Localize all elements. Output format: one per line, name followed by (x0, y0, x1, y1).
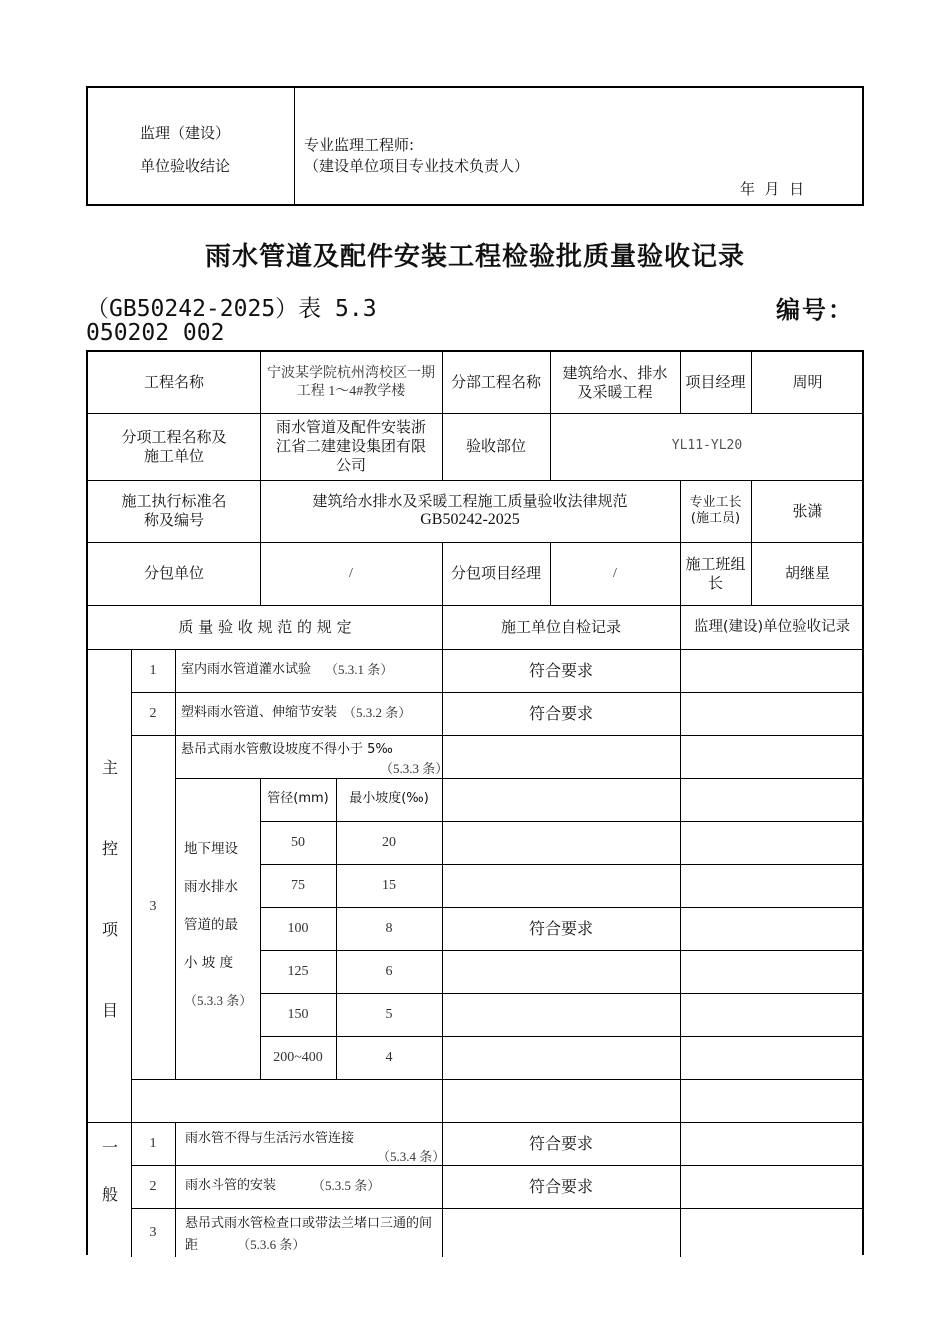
general-item-2-result: 符合要求 (528, 1176, 593, 1196)
sub-pm-label: 分包项目经理 (450, 564, 541, 583)
diameter-cell: 125 (287, 963, 309, 979)
main-item-1-result: 符合要求 (528, 660, 593, 680)
main-control-label-2: 控 (102, 839, 119, 858)
diameter-cell: 75 (291, 877, 305, 893)
diameter-cell: 100 (287, 920, 309, 936)
slope-cell: 4 (385, 1049, 393, 1065)
diameter-header: 管径(mm) (267, 791, 329, 807)
pm-value: 周明 (792, 373, 823, 392)
main-item-3-no: 3 (149, 899, 157, 915)
sub-pm-value: / (613, 565, 617, 581)
foreman-label: 专业工长(施工员) (689, 494, 742, 526)
main-control-label-1: 主 (102, 758, 119, 777)
slope-sub-label: 地下埋设 雨水排水 管道的最 小 坡 度 （5.3.3 条） (184, 841, 253, 1008)
general-item-1-result: 符合要求 (528, 1133, 593, 1153)
standard-code-value: GB50242-2025 (420, 511, 520, 529)
general-label-2: 般 (102, 1185, 119, 1204)
subdivision-value: 建筑给水、排水及采暖工程 (562, 363, 668, 401)
team-value: 胡继星 (784, 564, 830, 583)
slope-header: 最小坡度(‰) (349, 791, 429, 807)
team-label: 施工班组长 (685, 554, 746, 592)
diameter-cell: 150 (287, 1006, 309, 1022)
self-check-column-header: 施工单位自检记录 (500, 617, 621, 636)
standard-value (260, 480, 680, 542)
main-item-2-result: 符合要求 (528, 703, 593, 723)
subitem-value: 雨水管道及配件安装浙江省二建建设集团有限公司 (275, 418, 426, 474)
project-name-value: 宁波某学院杭州湾校区一期工程 1～4#教学楼 (267, 366, 435, 399)
date-label: 年 月 日 (740, 180, 805, 198)
main-item-3-result: 符合要求 (528, 918, 593, 938)
spec-column-header: 质 量 验 收 规 范 的 规 定 (178, 617, 352, 636)
engineer-label: 专业监理工程师: (304, 136, 415, 154)
page-title: 雨水管道及配件安装工程检验批质量验收记录 (204, 242, 745, 272)
document-number: 050202 002 (86, 320, 225, 346)
main-item-1-no: 1 (149, 662, 157, 678)
owner-label: （建设单位项目专业技术负责人） (304, 157, 530, 175)
conclusion-label-line1: 监理（建设） (140, 124, 231, 142)
general-item-2-text: 雨水斗管的安装 （5.3.5 条） (185, 1178, 381, 1194)
slope-cell: 5 (385, 1006, 393, 1022)
general-item-1-text: 雨水管不得与生活污水管连接 (185, 1131, 355, 1146)
main-control-label-4: 目 (102, 1001, 119, 1020)
subcontractor-value: / (349, 565, 353, 581)
main-item-3-text: 悬吊式雨水管敷设坡度不得小于 5‰ (181, 742, 393, 757)
standard-name: 建筑给水排水及采暖工程施工质量验收法律规范 (312, 491, 628, 510)
main-control-label-3: 项 (102, 920, 119, 939)
subdivision-label: 分部工程名称 (450, 373, 541, 392)
slope-cell: 15 (382, 877, 396, 893)
general-item-1-clause: （5.3.4 条） (377, 1149, 446, 1164)
general-item-3-result (442, 1208, 680, 1257)
general-item-3-text: 悬吊式雨水管检查口或带法兰堵口三通的间距 （5.3.6 条） (185, 1216, 433, 1253)
conclusion-label-line2: 单位验收结论 (140, 157, 231, 175)
general-item-2-no: 2 (149, 1178, 157, 1194)
general-label-1: 一 (102, 1138, 119, 1157)
inspection-table (86, 350, 864, 1255)
standard-code: （GB50242-2025）表 5.3 (86, 296, 377, 322)
subitem-label: 分项工程名称及施工单位 (121, 427, 227, 465)
main-item-3-clause: （5.3.3 条） (380, 761, 449, 776)
standard-label: 施工执行标准名称及编号 (121, 492, 227, 529)
slope-cell: 6 (385, 963, 393, 979)
supervision-conclusion-box (86, 86, 864, 206)
slope-cell: 8 (385, 920, 393, 936)
number-label: 编号： (776, 296, 854, 324)
subcontractor-label: 分包单位 (143, 564, 204, 583)
main-item-1-text: 室内雨水管道灌水试验 （5.3.1 条） (181, 662, 394, 678)
diameter-cell: 200~400 (273, 1049, 323, 1065)
supervision-column-header: 监理(建设)单位验收记录 (693, 618, 851, 635)
general-item-1-no: 1 (149, 1135, 157, 1151)
diameter-cell: 50 (291, 834, 305, 850)
foreman-value: 张潇 (792, 501, 823, 520)
project-name-label: 工程名称 (143, 373, 204, 392)
location-value: YL11-YL20 (671, 438, 743, 454)
pm-label: 项目经理 (685, 373, 746, 392)
main-item-2-no: 2 (149, 705, 157, 721)
general-item-3-no: 3 (149, 1224, 157, 1240)
location-label: 验收部位 (465, 437, 526, 456)
slope-cell: 20 (382, 834, 396, 850)
main-item-2-text: 塑料雨水管道、伸缩节安装 （5.3.2 条） (181, 705, 412, 721)
